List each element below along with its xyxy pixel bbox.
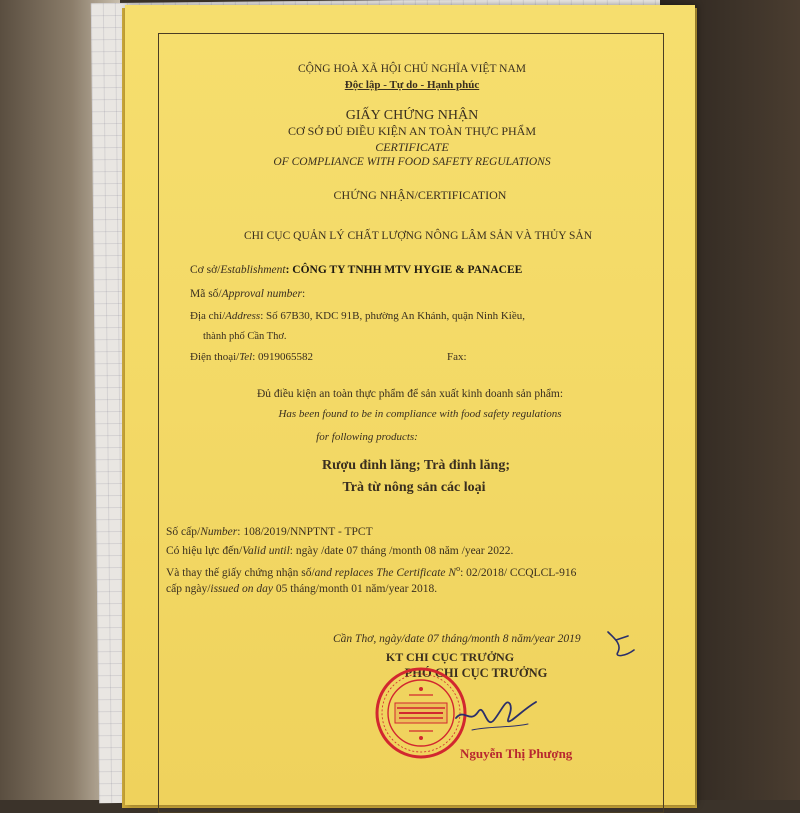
- national-motto: Độc lập - Tự do - Hạnh phúc: [344, 79, 480, 91]
- address-label-en: Address: [225, 310, 261, 322]
- products-line-2: Trà từ nông sản các loại: [342, 480, 486, 495]
- replace-prefix: Và thay thế giấy chứng nhận số/: [166, 566, 315, 579]
- signer-name: Nguyễn Thị Phượng: [460, 746, 573, 761]
- replace-row: [166, 564, 576, 579]
- handwritten-signature: [450, 690, 540, 740]
- address-line-1: : Số 67B30, KDC 91B, phường An Khánh, quận Ninh Kiều,: [260, 310, 525, 322]
- national-header: CỘNG HOÀ XÃ HỘI CHỦ NGHĨA VIỆT NAM: [298, 63, 526, 75]
- number-row: [166, 526, 373, 538]
- address-line-2: thành phố Cần Thơ.: [203, 331, 287, 342]
- section-heading: CHỨNG NHẬN/CERTIFICATION: [333, 188, 507, 202]
- approval-label: Mã số/: [190, 288, 222, 300]
- phone-row: [190, 351, 313, 363]
- signer-title-2: PHÓ CHI CỤC TRƯỞNG: [404, 666, 548, 680]
- valid-label: Có hiệu lực đến/: [166, 545, 243, 557]
- fax-label: Fax:: [447, 351, 467, 363]
- establishment-row: [190, 264, 522, 276]
- valid-label-en: Valid until: [242, 545, 290, 557]
- valid-row: [166, 545, 513, 557]
- place-date: Cần Thơ, ngày/date 07 tháng/month 8 năm/year 2019: [333, 633, 581, 645]
- phone-value: : 0919065582: [252, 351, 314, 363]
- issuing-authority: CHI CỤC QUẢN LÝ CHẤT LƯỢNG NÔNG LÂM SẢN VÀ THỦY SẢN: [243, 230, 593, 242]
- establishment-label: Cơ sở/: [190, 264, 221, 276]
- eligibility-en-1: Has been found to be in compliance with food safety regulations: [278, 408, 562, 420]
- replace-en: and replaces The Certificate N: [314, 566, 457, 579]
- number-label-en: Number: [200, 526, 238, 538]
- issued-row: [166, 583, 437, 595]
- establishment-name: : CÔNG TY TNHH MTV HYGIE & PANACEE: [285, 264, 523, 276]
- approval-row: [190, 288, 305, 300]
- issued-en: issued on day: [210, 583, 273, 595]
- title-en: CERTIFICATE: [375, 140, 449, 154]
- approval-label-en: Approval number: [221, 288, 303, 300]
- subtitle-en: OF COMPLIANCE WITH FOOD SAFETY REGULATIONS: [273, 156, 551, 168]
- number-value: : 108/2019/NNPTNT - TPCT: [237, 526, 373, 538]
- address-row: [190, 310, 525, 322]
- subtitle-vi: CƠ SỞ ĐỦ ĐIỀU KIỆN AN TOÀN THỰC PHẨM: [288, 124, 536, 138]
- issued-prefix: cấp ngày/: [166, 583, 211, 595]
- phone-label-en: Tel: [239, 351, 253, 363]
- number-label: Số cấp/: [166, 526, 201, 538]
- handwritten-initial-mark: [600, 628, 640, 662]
- eligibility-en-2: for following products:: [316, 431, 418, 443]
- eligibility-vi: Đủ điều kiện an toàn thực phẩm để sản xuất kinh doanh sản phẩm:: [256, 388, 564, 400]
- establishment-label-en: Establishment: [220, 264, 286, 276]
- signer-title-1: KT CHI CỤC TRƯỞNG: [385, 650, 515, 664]
- valid-value: : ngày /date 07 tháng /month 08 năm /year 2022.: [289, 545, 514, 557]
- approval-colon: :: [302, 288, 306, 300]
- replace-value: : 02/2018/ CCQLCL-916: [460, 566, 577, 579]
- issued-value: 05 tháng/month 01 năm/year 2018.: [273, 583, 438, 595]
- products-line-1: Rượu đinh lăng; Trà đinh lăng;: [322, 458, 510, 473]
- replace-superscript: o: [456, 564, 461, 573]
- title-vi: GIẤY CHỨNG NHẬN: [345, 108, 479, 123]
- address-label: Địa chỉ/: [190, 310, 226, 322]
- phone-label: Điện thoại/: [190, 351, 240, 363]
